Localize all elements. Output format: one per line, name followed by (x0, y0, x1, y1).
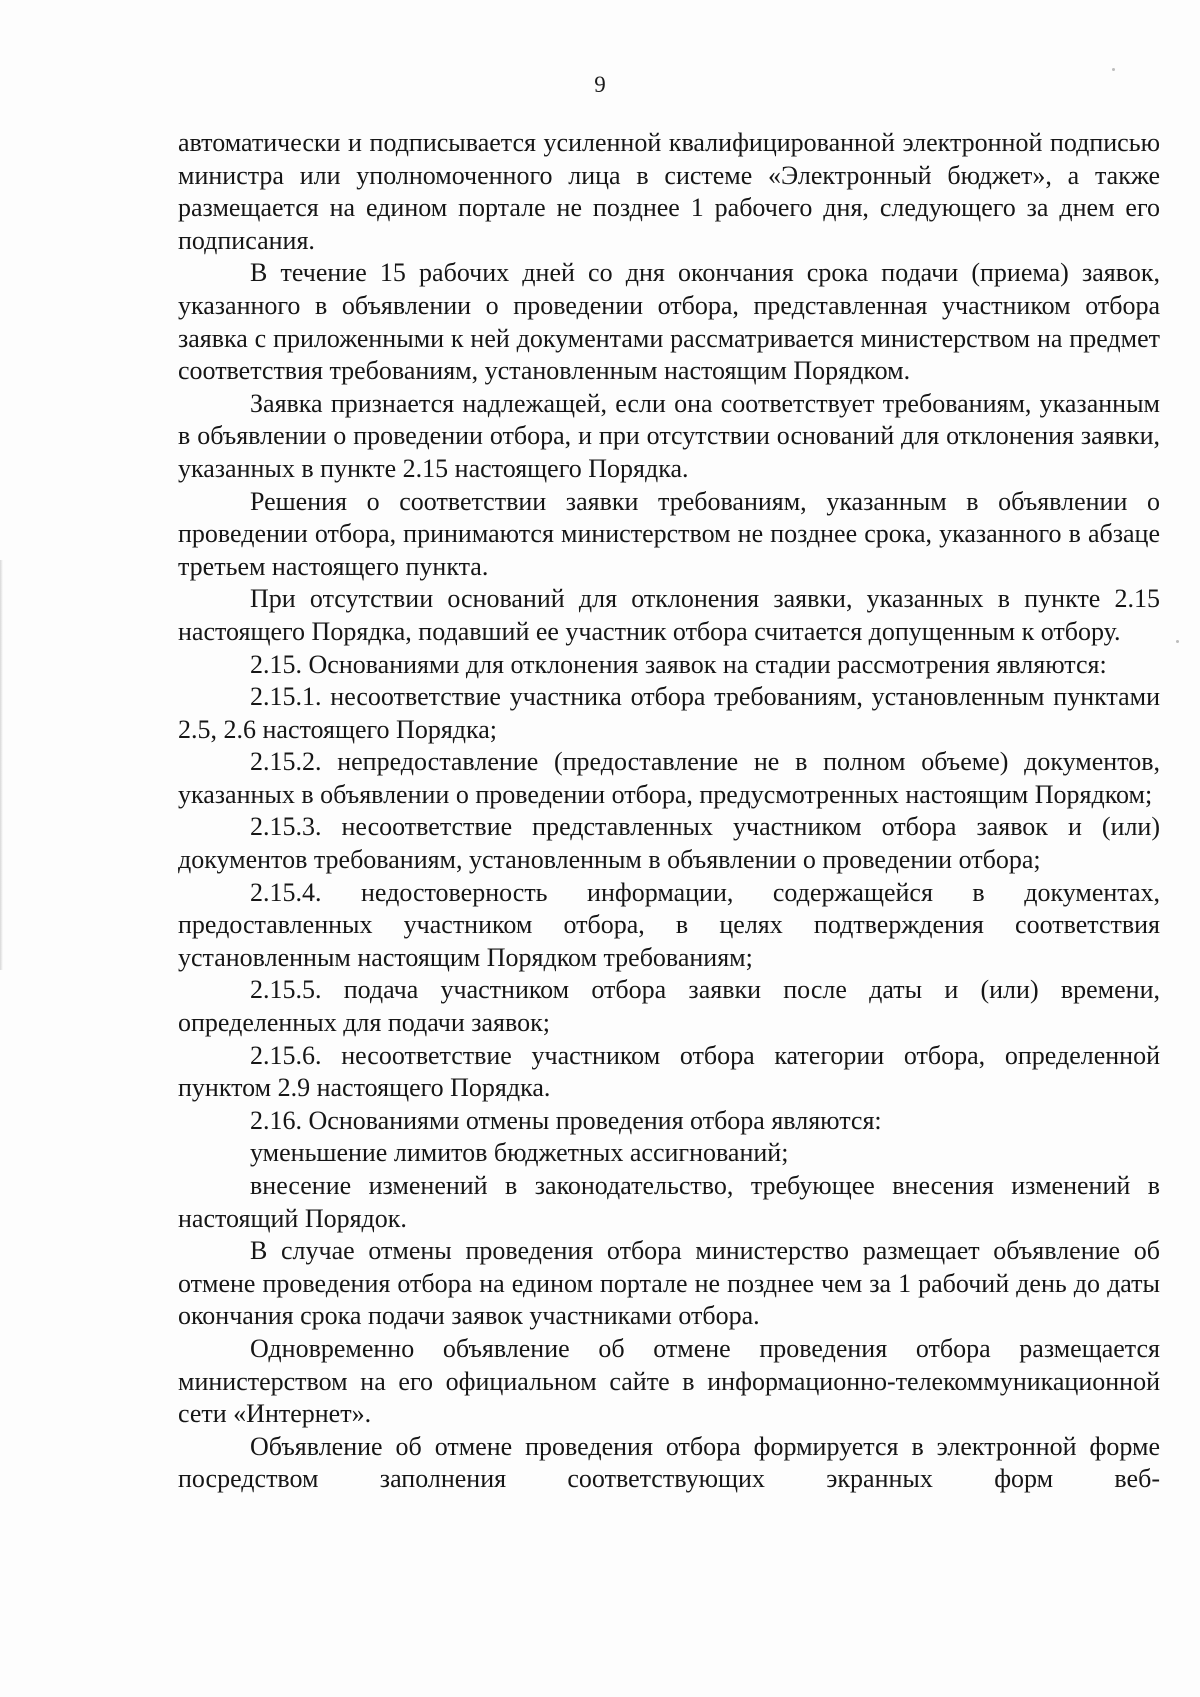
paragraph: 2.15.6. несоответствие участником отбора категории отбора, определенной пунктом 2.9 настоящего Порядка. (178, 1040, 1160, 1103)
document-body (178, 127, 1160, 1496)
paragraph: 2.15.1. несоответствие участника отбора требованиям, установленным пунктами 2.5, 2.6 настоящего Порядка; (178, 682, 1160, 744)
paragraph: В случае отмены проведения отбора министерство размещает объявление об отмене проведения отбора на едином портале не позднее чем за 1 рабочий день до даты окончания срока подачи заявок участниками отбора. (178, 1236, 1160, 1331)
paragraph: 2.16. Основаниями отмены проведения отбора являются: (250, 1105, 882, 1135)
scan-speck (1176, 640, 1179, 643)
paragraph: Одновременно объявление об отмене проведения отбора размещается министерством на его официальном сайте в информационно-телекоммуникационной сети «Интернет». (178, 1333, 1160, 1429)
paragraph: Решения о соответствии заявки требованиям, указанным в объявлении о проведении отбора, принимаются министерством не позднее срока, указанного в абзаце третьем настоящего пункта. (178, 486, 1160, 581)
paragraph: При отсутствии оснований для отклонения заявки, указанных в пункте 2.15 настоящего Порядка, подавший ее участник отбора считается допущенным к отбору. (178, 584, 1160, 646)
page-number: 9 (594, 72, 606, 97)
paragraph: 2.15.4. недостоверность информации, содержащейся в документах, предоставленных участником отбора, в целях подтверждения соответствия установленным настоящим Порядком требованиям; (178, 877, 1160, 972)
paragraph: уменьшение лимитов бюджетных ассигнований; (250, 1138, 789, 1168)
paragraph: Заявка признается надлежащей, если она соответствует требованиям, указанным в объявлении о проведении отбора, и при отсутствии оснований для отклонения заявки, указанных в пункте 2.15 настоящего Порядка. (178, 388, 1160, 483)
paragraph: В течение 15 рабочих дней со дня окончания срока подачи (приема) заявок, указанного в объявлении о проведении отбора, представленная участником отбора заявка с приложенными к ней документами рассматривается министерством на предмет соответствия требованиям, установленным настоящим Порядком. (178, 258, 1160, 386)
paragraph: 2.15.2. непредоставление (предоставление не в полном объеме) документов, указанных в объявлении о проведении отбора, предусмотренных настоящим Порядком; (178, 747, 1160, 809)
scan-edge-shadow (0, 560, 3, 970)
paragraph: внесение изменений в законодательство, требующее внесения изменений в настоящий Порядок. (178, 1171, 1160, 1233)
scan-speck (1112, 68, 1115, 71)
paragraph: 2.15.3. несоответствие представленных участником отбора заявок и (или) документов требованиям, установленным в объявлении о проведении отбора; (178, 812, 1160, 875)
paragraph: 2.15. Основаниями для отклонения заявок на стадии рассмотрения являются: (250, 649, 1107, 679)
paragraph: 2.15.5. подача участником отбора заявки после даты и (или) времени, определенных для подачи заявок; (178, 975, 1160, 1038)
paragraph: автоматически и подписывается усиленной квалифицированной электронной подписью министра или уполномоченного лица в системе «Электронный бюджет», а также размещается на едином портале не позднее 1 рабочего дня, следующего за днем его подписания. (178, 128, 1160, 255)
paragraph: Объявление об отмене проведения отбора формируется в электронной форме посредством заполнения соответствующих экранных форм веб- (178, 1431, 1160, 1494)
